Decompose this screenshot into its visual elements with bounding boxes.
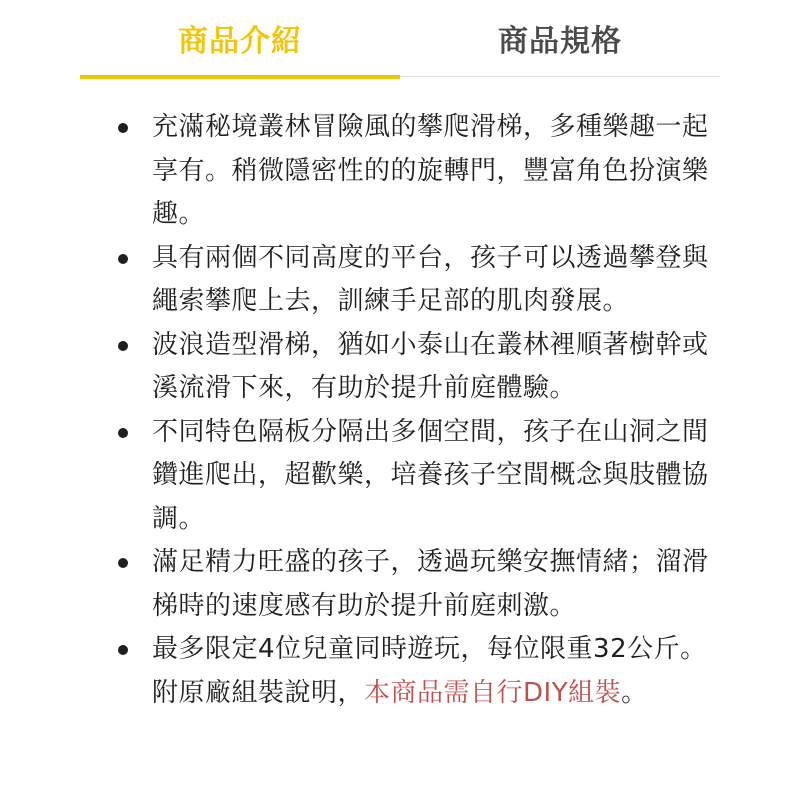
bullet-icon [118,254,128,264]
list-item-text: 波浪造型滑梯，猶如小泰山在叢林裡順著樹幹或溪流滑下來，有助於提升前庭體驗。 [152,329,709,403]
tab-product-intro[interactable]: 商品介紹 [178,24,302,59]
list-item [118,324,718,411]
list-item [118,411,718,542]
list-item-text: 具有兩個不同高度的平台，孩子可以透過攀登與繩索攀爬上去，訓練手足部的肌肉發展。 [152,242,709,316]
product-description-list [118,106,718,715]
bullet-icon [118,645,128,655]
tab-product-specs[interactable]: 商品規格 [498,24,622,59]
product-tabs [80,0,720,78]
bullet-icon [118,123,128,133]
list-item [118,237,718,324]
list-item [118,106,718,237]
list-item-text: 滿足精力旺盛的孩子，透過玩樂安撫情緒；溜滑梯時的速度感有助於提升前庭刺激。 [152,547,709,621]
list-item-text: 不同特色隔板分隔出多個空間，孩子在山洞之間鑽進爬出，超歡樂，培養孩子空間概念與肢體協調。 [152,416,709,534]
list-item [118,628,718,715]
list-item-text-end: 。 [621,677,648,708]
list-item-text: 充滿秘境叢林冒險風的攀爬滑梯，多種樂趣一起享有。稍微隱密性的的旋轉門，豐富角色扮演樂趣。 [152,112,709,229]
active-tab-indicator [80,75,400,79]
list-item [118,541,718,628]
bullet-icon [118,428,128,438]
bullet-icon [118,341,128,351]
diy-assembly-notice: 本商品需自行DIY組裝 [364,677,622,708]
bullet-icon [118,558,128,568]
list-item-text: 最多限定4位兒童同時遊玩，每位限重32公斤。附原廠組裝說明， [152,634,707,708]
